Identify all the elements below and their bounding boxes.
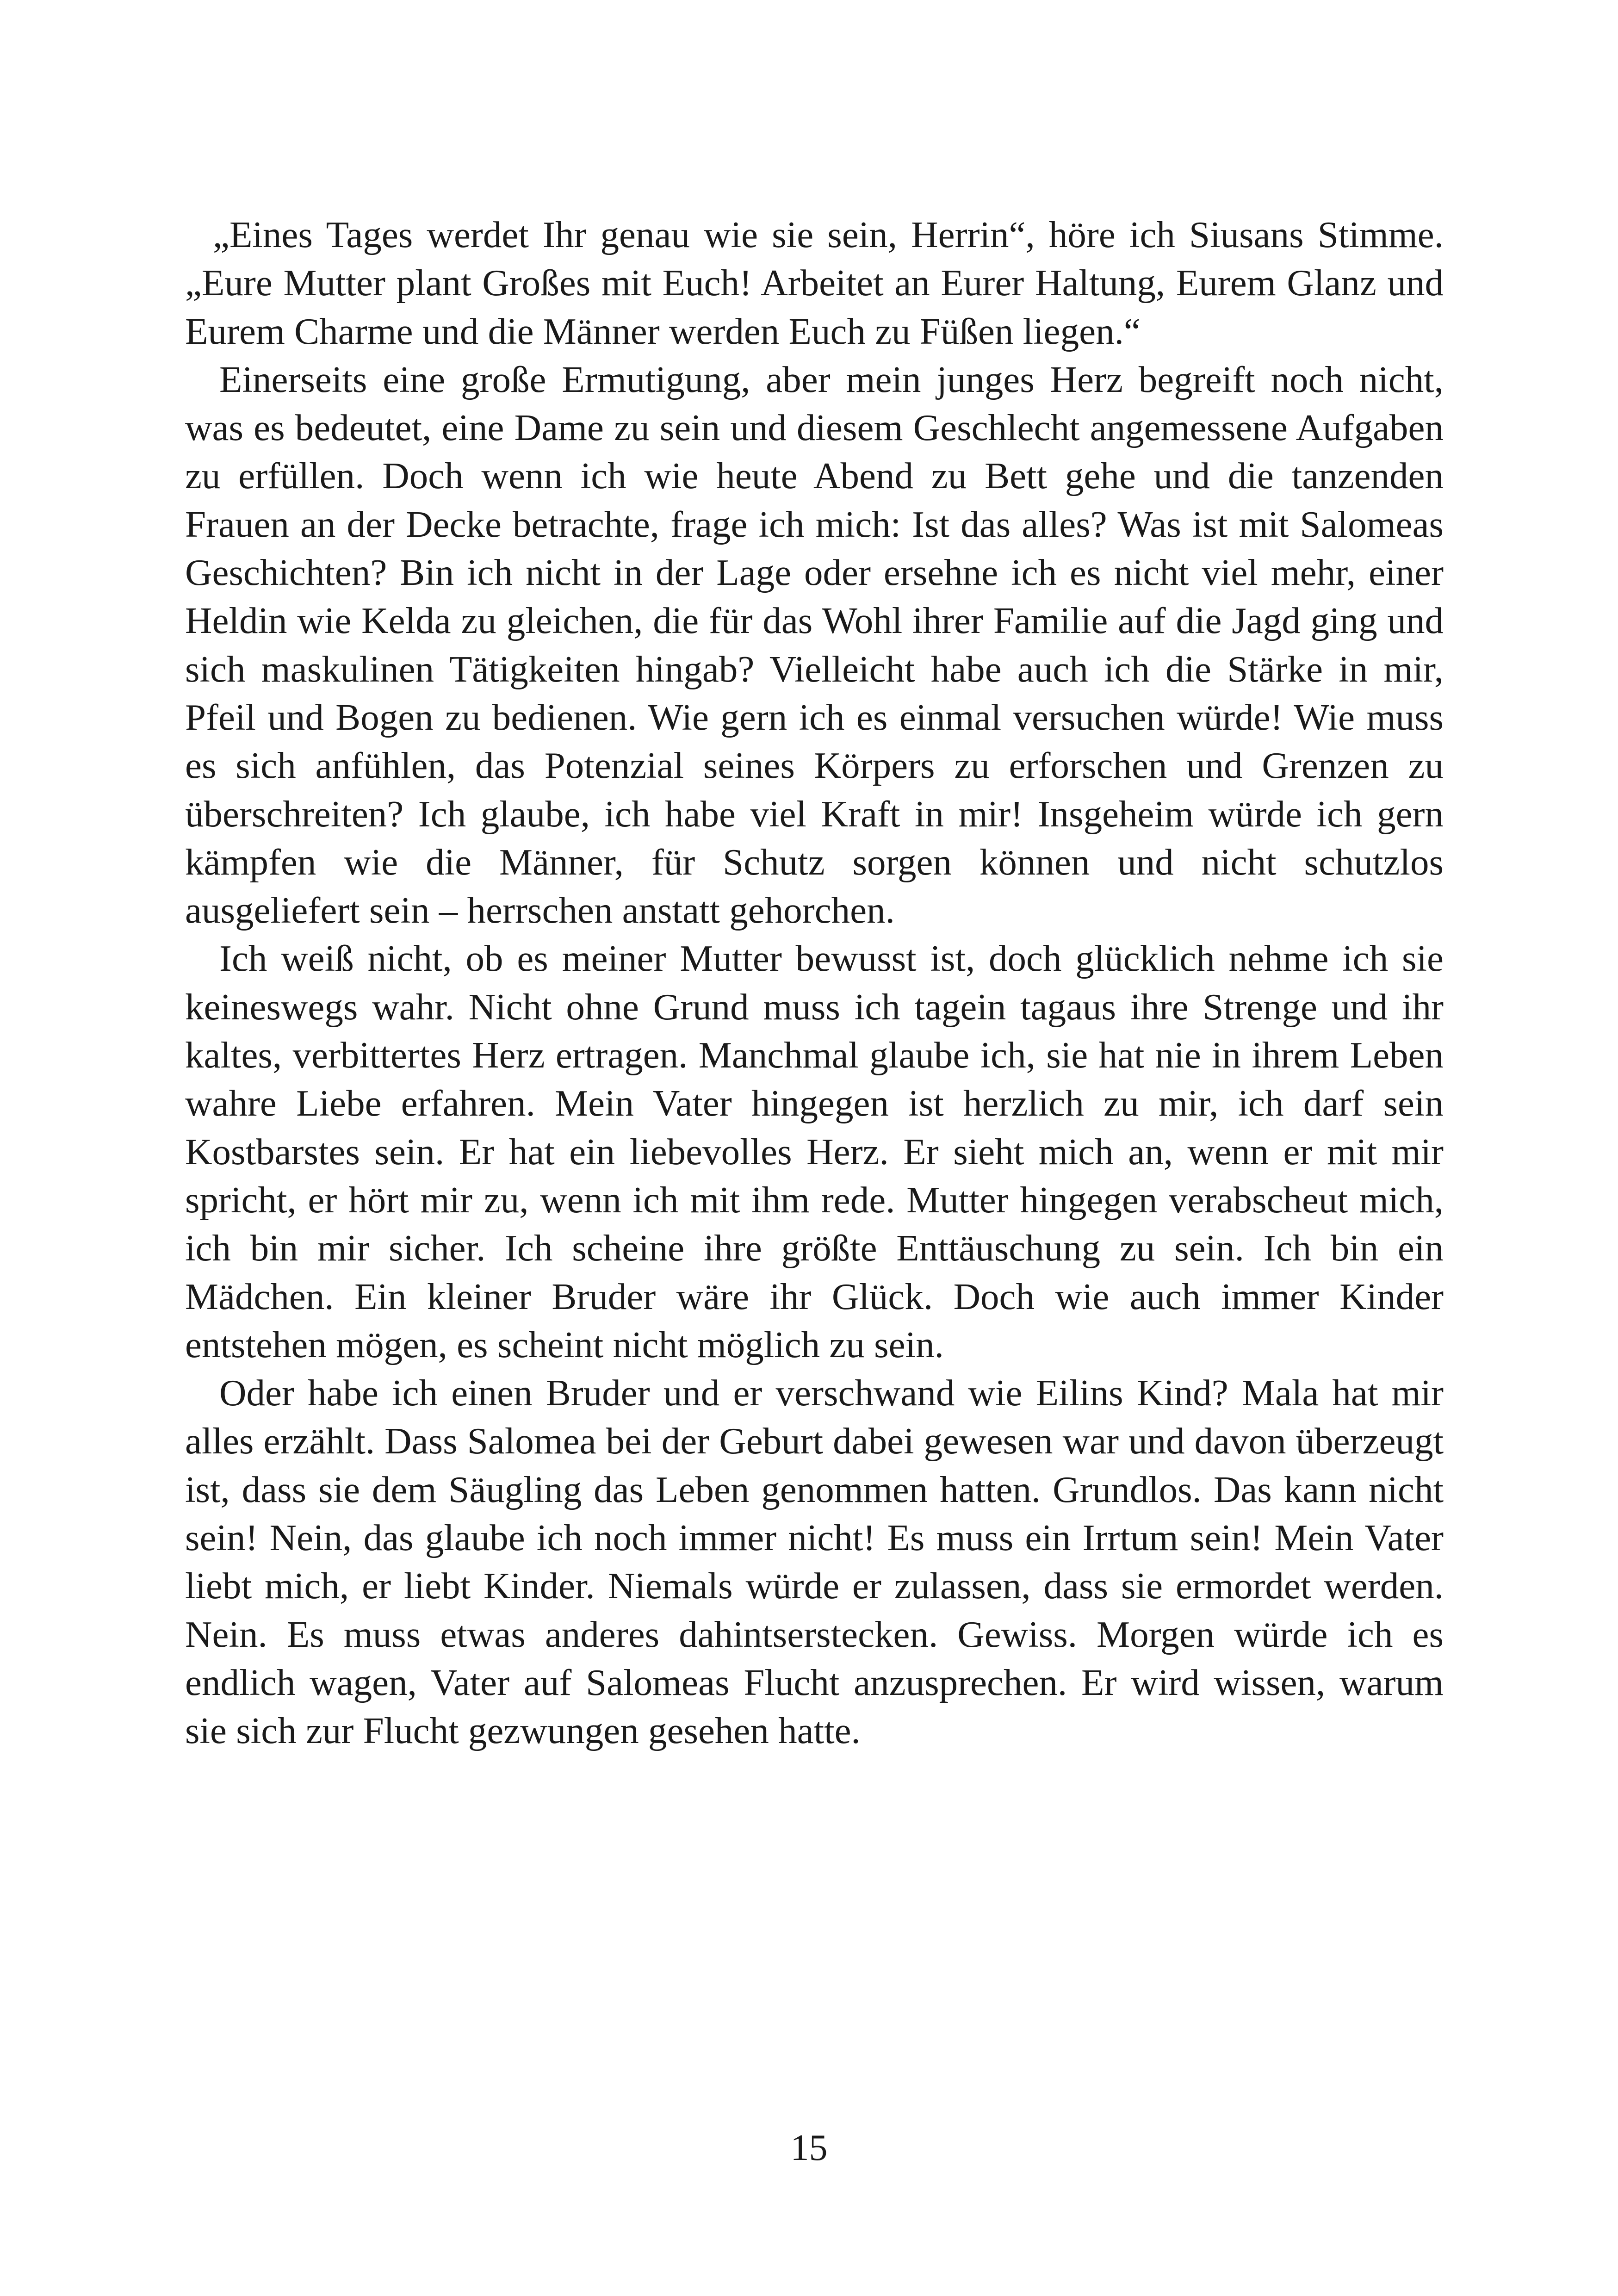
paragraph-3: Ich weiß nicht, ob es meiner Mutter bewusst ist, doch glücklich nehme ich sie keineswegs wahr. Nicht ohne Grund muss ich tagein tagaus ihre Strenge und ihr kaltes, verbittertes Herz ertragen. Manchmal glaube ich, sie hat nie in ihrem Leben wahre Liebe erfahren. Mein Vater hingegen ist herzlich zu mir, ich darf sein Kostbarstes sein. Er hat ein liebevolles Herz. Er sieht mich an, wenn er mit mir spricht, er hört mir zu, wenn ich mit ihm rede. Mutter hingegen verabscheut mich, ich bin mir sicher. Ich scheine ihre größte Enttäuschung zu sein. Ich bin ein Mädchen. Ein kleiner Bruder wäre ihr Glück. Doch wie auch immer Kinder entstehen mögen, es scheint nicht möglich zu sein. [185, 937, 1444, 1365]
paragraph-1: „Eines Tages werdet Ihr genau wie sie sein, Herrin“, höre ich Siusans Stimme. „Eure Mutter plant Großes mit Euch! Arbeitet an Eurer Haltung, Eurem Glanz und Eurem Charme und die Männer werden Euch zu Füßen liegen.“ [185, 214, 1444, 352]
paragraph-2: Einerseits eine große Ermutigung, aber mein junges Herz begreift noch nicht, was es bedeutet, eine Dame zu sein und diesem Geschlecht angemessene Aufgaben zu erfüllen. Doch wenn ich wie heute Abend zu Bett gehe und die tanzenden Frauen an der Decke betrachte, frage ich mich: Ist das alles? Was ist mit Salomeas Geschichten? Bin ich nicht in der Lage oder ersehne ich es nicht viel mehr, einer Heldin wie Kelda zu gleichen, die für das Wohl ihrer Familie auf die Jagd ging und sich maskulinen Tätigkeiten hingab? Vielleicht habe auch ich die Stärke in mir, Pfeil und Bogen zu bedienen. Wie gern ich es einmal versuchen würde! Wie muss es sich anfühlen, das Potenzial seines Körpers zu erforschen und Grenzen zu überschreiten? Ich glaube, ich habe viel Kraft in mir! Insgeheim würde ich gern kämpfen wie die Männer, für Schutz sorgen können und nicht schutzlos ausgeliefert sein – herrschen anstatt gehorchen. [185, 358, 1444, 931]
page-number: 15 [790, 2128, 828, 2168]
body-text [185, 211, 1444, 1755]
paragraph-4: Oder habe ich einen Bruder und er verschwand wie Eilins Kind? Mala hat mir alles erzählt. Dass Salomea bei der Geburt dabei gewesen war und davon überzeugt ist, dass sie dem Säugling das Leben genommen hatten. Grundlos. Das kann nicht sein! Nein, das glaube ich noch immer nicht! Es muss ein Irrtum sein! Mein Vater liebt mich, er liebt Kinder. Niemals würde er zulassen, dass sie ermordet werden. Nein. Es muss etwas anderes dahintserstecken. Gewiss. Morgen würde ich es endlich wagen, Vater auf Salomeas Flucht anzusprechen. Er wird wissen, warum sie sich zur Flucht gezwungen gesehen hatte. [185, 1372, 1444, 1752]
